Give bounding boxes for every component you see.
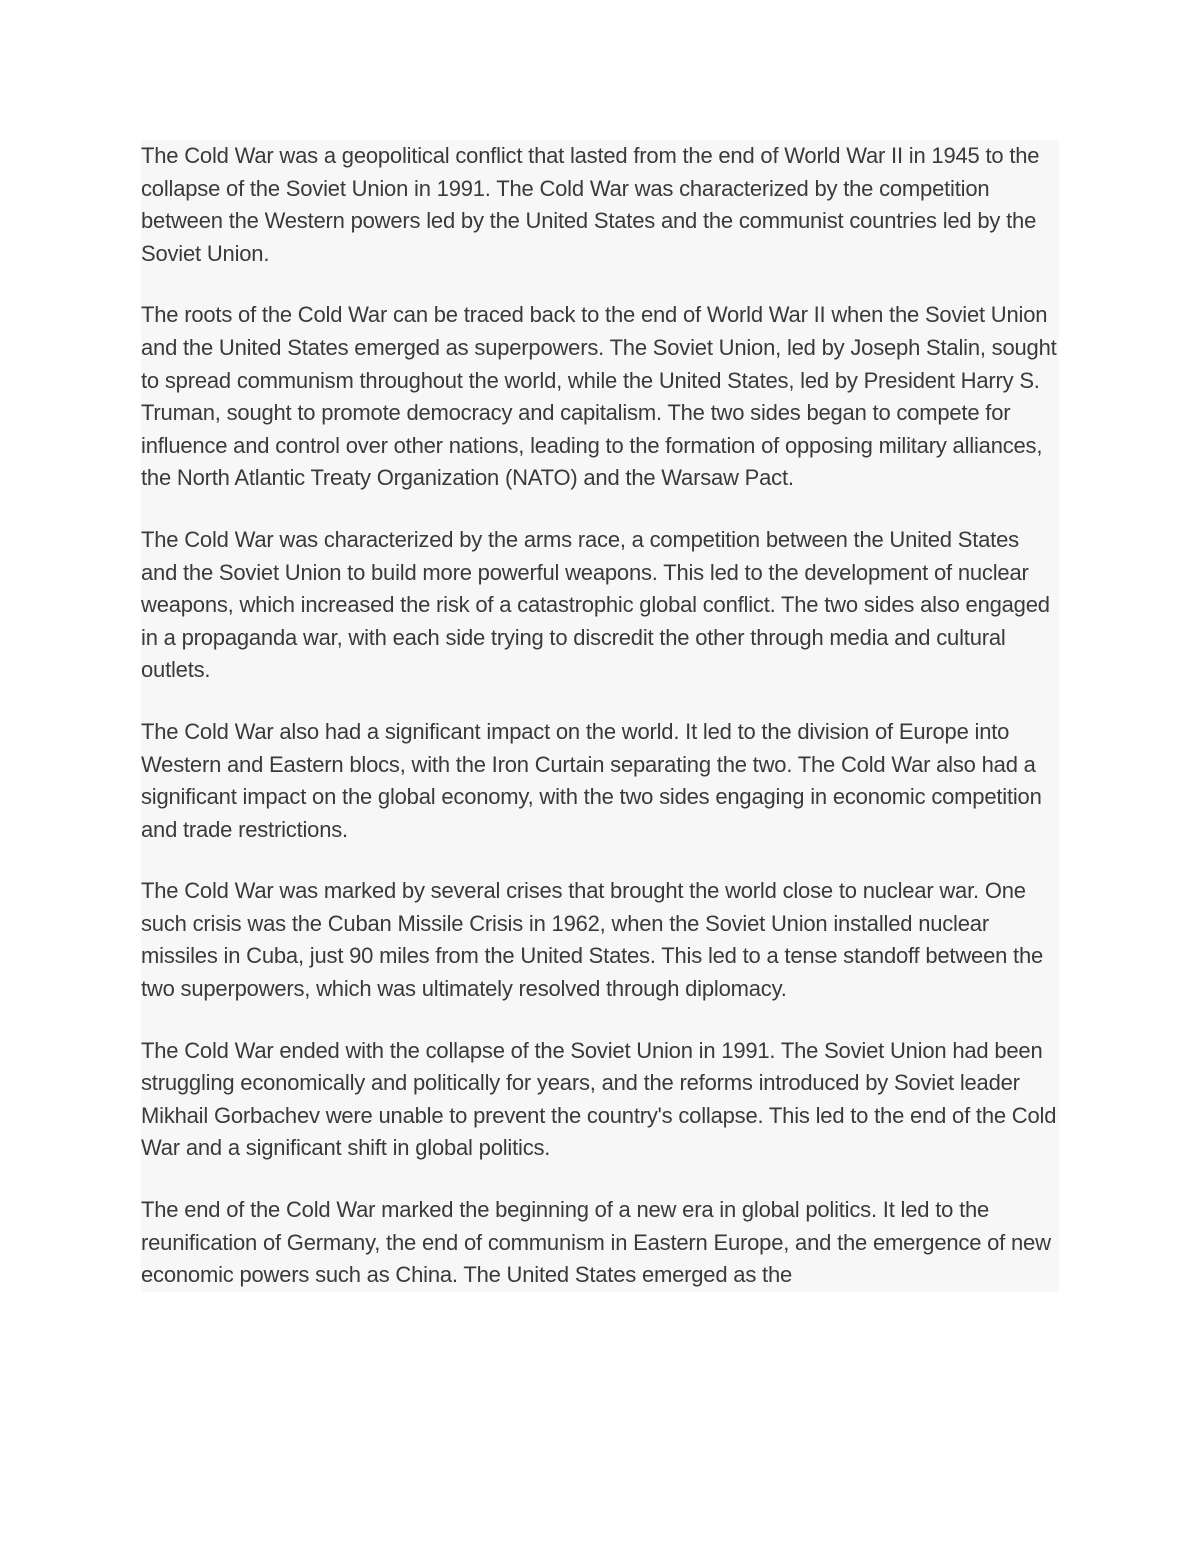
paragraph-1: The Cold War was a geopolitical conflict that lasted from the end of World War II in 1945 to the collapse of the Soviet Union in 1991. The Cold War was characterized by the competition between the Western powers led by the United States and the communist countries led by the Soviet Union. — [141, 143, 1040, 266]
paragraph-3: The Cold War was characterized by the arms race, a competition between the United States and the Soviet Union to build more powerful weapons. This led to the development of nuclear weapons, which increased the risk of a catastrophic global conflict. The two sides also engaged in a propaganda war, with each side trying to discredit the other through media and cultural outlets. — [141, 526, 1050, 683]
paragraph-5: The Cold War was marked by several crises that brought the world close to nuclear war. One such crisis was the Cuban Missile Crisis in 1962, when the Soviet Union installed nuclear missiles in Cuba, just 90 miles from the United States. This led to a tense standoff between the two superpowers, which was ultimately resolved through diplomacy. — [141, 878, 1044, 1002]
paragraph-6: The Cold War ended with the collapse of the Soviet Union in 1991. The Soviet Union had been struggling economically and politically for years, and the reforms introduced by Soviet leader Mikhail Gorbachev were unable to prevent the country's collapse. This led to the end of the Cold War and a significant shift in global politics. — [141, 1037, 1057, 1161]
paragraph-7: The end of the Cold War marked the beginning of a new era in global politics. It led to the reunification of Germany, the end of communism in Eastern Europe, and the emergence of new economic powers such as China. The United States emerged as the — [141, 1197, 1051, 1288]
document-body — [141, 140, 1059, 1292]
paragraph-4: The Cold War also had a significant impact on the world. It led to the division of Europe into Western and Eastern blocs, with the Iron Curtain separating the two. The Cold War also had a significant impact on the global economy, with the two sides engaging in economic competition and trade restrictions. — [141, 718, 1042, 842]
paragraph-2: The roots of the Cold War can be traced back to the end of World War II when the Soviet Union and the United States emerged as superpowers. The Soviet Union, led by Joseph Stalin, sought to spread communism throughout the world, while the United States, led by President Harry S. Truman, sought to promote democracy and capitalism. The two sides began to compete for influence and control over other nations, leading to the formation of opposing military alliances, the North Atlantic Treaty Organization (NATO) and the Warsaw Pact. — [141, 302, 1057, 491]
